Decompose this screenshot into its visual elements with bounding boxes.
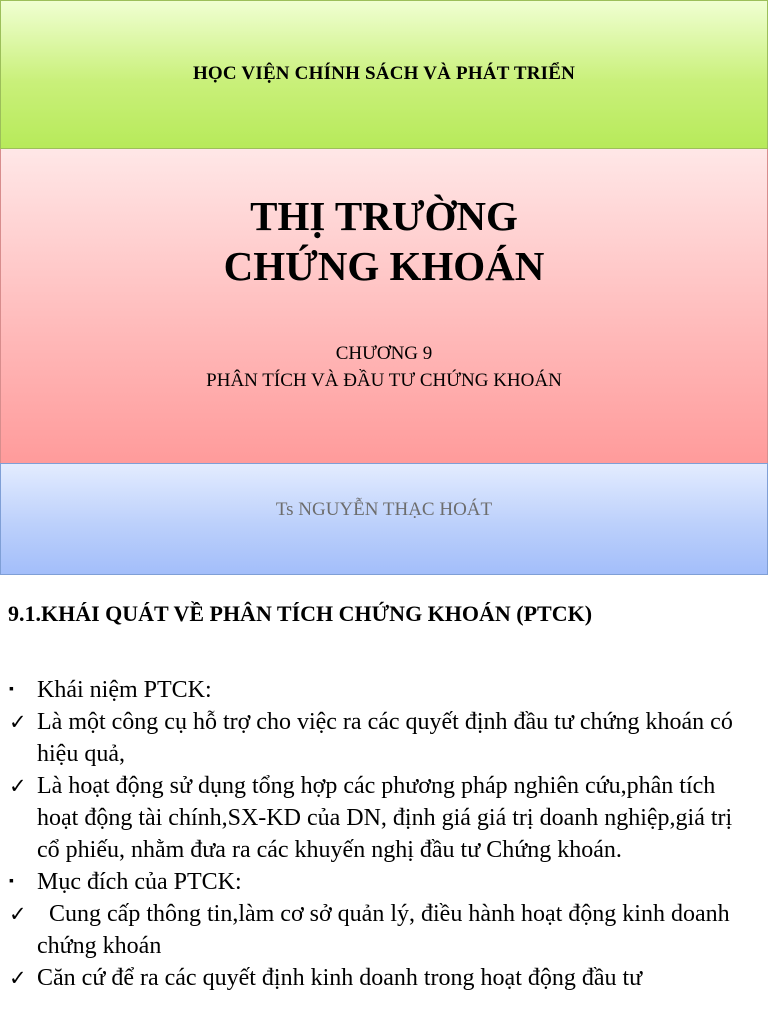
title-banner [0,149,768,464]
checkmark-icon: ✓ [9,774,27,798]
author-banner [0,463,768,575]
section-content [0,674,768,994]
square-bullet-icon: ▪ [9,682,14,697]
list-item [0,898,768,962]
list-item [0,962,768,994]
list-item [0,770,768,866]
list-item-text: Căn cứ để ra các quyết định kinh doanh trong hoạt động đầu tư [37,965,643,991]
section-heading: 9.1.KHÁI QUÁT VỀ PHÂN TÍCH CHỨNG KHOÁN (PTCK) [8,601,593,626]
list-item [0,706,768,770]
checkmark-icon: ✓ [9,966,27,990]
list-item-text: Cung cấp thông tin,làm cơ sở quản lý, điều hành hoạt động kinh doanh chứng khoán [37,901,736,959]
institution-name: HỌC VIỆN CHÍNH SÁCH VÀ PHÁT TRIỂN [192,63,576,84]
list-item [0,866,768,898]
list-item-text: Khái niệm PTCK: [37,677,212,703]
list-item [0,674,768,706]
chapter-number: CHƯƠNG 9 [335,343,433,364]
checkmark-icon: ✓ [9,710,27,734]
list-item-text: Là hoạt động sử dụng tổng hợp các phương pháp nghiên cứu,phân tích hoạt động tài chính,SX-KD của DN, định giá giá trị doanh nghiệp,giá trị cổ phiếu, nhằm đưa ra các khuyến nghị đầu tư Chứng khoán. [37,773,733,863]
checkmark-icon: ✓ [9,902,27,926]
square-bullet-icon: ▪ [9,874,14,889]
chapter-title: PHÂN TÍCH VÀ ĐẦU TƯ CHỨNG KHOÁN [206,370,562,391]
title-line-2: CHỨNG KHOÁN [223,243,545,289]
author-name: Ts NGUYỄN THẠC HOÁT [275,499,493,520]
institution-banner [0,0,768,149]
title-line-1: THỊ TRƯỜNG [250,193,518,239]
list-item-text: Là một công cụ hỗ trợ cho việc ra các quyết định đầu tư chứng khoán có hiệu quả, [37,709,733,767]
list-item-text: Mục đích của PTCK: [37,869,242,895]
